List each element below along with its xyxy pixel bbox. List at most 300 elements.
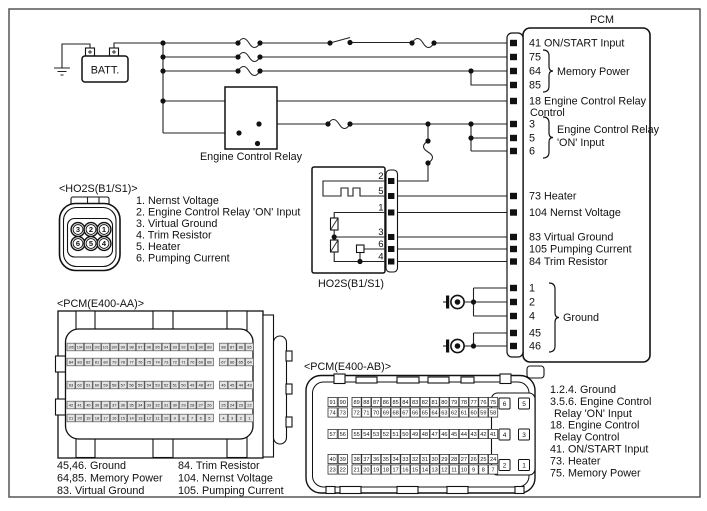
- pcm-pin-1: [510, 285, 517, 291]
- junction-dot: [257, 68, 262, 73]
- pcm-pin-3: [510, 121, 517, 127]
- ho2s-pin-1: [388, 210, 394, 216]
- connector-tab: [340, 487, 361, 494]
- aa-pin-number: 74: [155, 359, 160, 365]
- aa-pin-number: 100: [111, 345, 118, 350]
- ab-pin-number: 51: [392, 432, 399, 439]
- lever-tooth: [286, 384, 292, 394]
- aa-pin-number: 1: [248, 415, 251, 421]
- ho2s-pin-number: 5: [378, 186, 384, 197]
- ab-pin-number: 55: [353, 432, 360, 439]
- legend-line: 18. Engine Control: [550, 419, 640, 432]
- aa-pin-number: 68: [207, 359, 212, 365]
- aa-pin-number: 5: [208, 415, 211, 421]
- aa-pin-number: 40: [86, 402, 91, 408]
- face-pin-number: 2: [88, 225, 94, 235]
- switch-icon: [330, 38, 350, 44]
- aa-pin-number: 92: [181, 344, 186, 350]
- connector-tab: [356, 377, 377, 383]
- fuse-icon: [424, 141, 433, 163]
- aa-pin-number: 51: [172, 382, 178, 388]
- junction-dot: [327, 40, 332, 45]
- ab-pin-number: 84: [402, 400, 409, 407]
- junction-dot: [332, 234, 337, 239]
- aa-pin-number: 23: [238, 402, 244, 408]
- aa-pin-number: 33: [146, 402, 152, 408]
- battery: [82, 48, 128, 82]
- aa-pin-number: 22: [247, 402, 252, 408]
- ab-pin-number: 23: [329, 467, 336, 474]
- connector-tab: [447, 487, 468, 494]
- connector-tab: [397, 487, 418, 494]
- aa-pin-number: 53: [155, 382, 160, 388]
- connector-tab: [153, 311, 173, 330]
- face-pin-number: 3: [75, 225, 81, 235]
- aa-pin-number: 34: [137, 402, 143, 408]
- junction-dot: [325, 121, 330, 126]
- ground-bar: [446, 296, 449, 309]
- junction-dot: [347, 121, 352, 126]
- pcm-pin-label-73: 73 Heater: [529, 190, 577, 203]
- aa-pin-number: 44: [238, 382, 244, 388]
- face-pin-number: 6: [75, 239, 81, 249]
- aa-pin-number: 49: [189, 382, 195, 388]
- ab-pin-number: 80: [441, 400, 448, 407]
- ab-pin-number: 25: [480, 457, 487, 464]
- ab-pin-number: 32: [411, 457, 419, 464]
- pcm-pin-6: [510, 148, 517, 154]
- aa-pin-number: 76: [137, 359, 143, 365]
- connector-tab: [515, 487, 524, 494]
- aa-pin-number: 66: [229, 359, 235, 365]
- aa-pin-number: 93: [172, 344, 178, 350]
- aa-pin-number: 20: [77, 415, 82, 421]
- aa-pin-number: 35: [129, 402, 134, 408]
- legend-line: 1. Nernst Voltage: [136, 195, 219, 207]
- aa-pin-number: 80: [103, 359, 108, 365]
- lever-tooth: [286, 351, 292, 361]
- junction-dot: [257, 40, 262, 45]
- pcm-pin-73: [510, 193, 517, 199]
- aa-pin-number: 47: [207, 382, 212, 388]
- aa-pin-number: 30: [172, 402, 178, 408]
- legend-line: 2. Engine Control Relay 'ON' Input: [136, 206, 301, 219]
- aa-pin-number: 37: [112, 402, 117, 408]
- junction-dot: [425, 121, 430, 126]
- aa-pin-number: 103: [85, 345, 92, 350]
- aa-pin-number: 97: [137, 344, 143, 350]
- ab-pin-number: 91: [329, 400, 336, 407]
- pcm-pin-label-84: 84 Trim Resistor: [529, 256, 608, 269]
- aa-pin-number: 43: [247, 382, 252, 388]
- pcm-pin-label-83: 83 Virtual Ground: [529, 231, 614, 244]
- aa-pin-number: 26: [207, 402, 212, 408]
- legend-line: 41. ON/START Input: [550, 443, 649, 456]
- junction-dot: [235, 54, 240, 59]
- connector-tab: [461, 377, 474, 383]
- aa-pin-number: 63: [68, 382, 74, 388]
- aa-pin-number: 73: [163, 359, 169, 365]
- ab-pin-number: 60: [470, 410, 477, 417]
- pcm-pin-105: [510, 246, 517, 252]
- aa-pin-number: 18: [94, 415, 100, 421]
- aa-pin-number: 89: [207, 344, 212, 350]
- junction-dot: [255, 141, 260, 146]
- aa-pin-number: 86: [238, 344, 244, 350]
- aa-pin-number: 17: [103, 415, 108, 421]
- ab-pin-number: 64: [431, 410, 438, 417]
- aa-pin-number: 94: [163, 344, 169, 350]
- aa-pin-number: 46: [221, 382, 226, 388]
- face-pin-number: 4: [101, 239, 107, 249]
- ab-pin-number: 31: [421, 457, 428, 464]
- aa-pin-number: 71: [181, 359, 186, 365]
- ab-pin-number: 74: [329, 410, 336, 417]
- aa-pin-number: 6: [199, 415, 202, 421]
- ab-pin-number: 48: [421, 432, 428, 439]
- aa-pin-number: 85: [247, 344, 252, 350]
- connector-tab: [428, 377, 449, 383]
- ab-block-pin-number: 4: [502, 432, 507, 439]
- ab-pin-number: 20: [363, 467, 370, 474]
- legend-line: 64,85. Memory Power: [57, 472, 163, 485]
- connector-tab: [227, 438, 247, 458]
- aa-pin-number: 27: [198, 402, 203, 408]
- pcm-pin-label-4: 4: [529, 310, 536, 323]
- pcm-pin-label-2: 2: [529, 296, 536, 309]
- aa-pin-number: 9: [173, 415, 176, 421]
- ab-pin-number: 38: [353, 457, 360, 464]
- ab-pin-number: 47: [431, 432, 438, 439]
- ab-pin-number: 26: [470, 457, 477, 464]
- aa-pin-number: 87: [229, 344, 235, 350]
- legend-line: 45,46. Ground: [57, 460, 127, 472]
- face-pin-number: 5: [88, 239, 94, 249]
- ho2s-box-label: HO2S(B1/S1): [318, 278, 385, 290]
- ab-pin-number: 41: [489, 432, 497, 439]
- ab-pin-number: 30: [431, 457, 438, 464]
- ab-pin-number: 44: [460, 432, 467, 439]
- aa-pin-number: 13: [137, 415, 143, 421]
- aa-pin-number: 28: [189, 402, 195, 408]
- ab-pin-number: 52: [382, 432, 389, 439]
- earth-ground-icon: [54, 68, 70, 75]
- aa-pin-number: 72: [172, 359, 178, 365]
- aa-pin-number: 65: [238, 359, 244, 365]
- pcm-module: [507, 14, 660, 362]
- ab-pin-number: 83: [411, 400, 419, 407]
- aa-pin-number: 95: [155, 344, 160, 350]
- ab-pin-number: 37: [363, 457, 370, 464]
- pcm-pin-83: [510, 234, 517, 240]
- aa-pin-number: 24: [229, 402, 235, 408]
- pcm-pin-64: [510, 68, 517, 74]
- pcm-pin-label-6: 6: [529, 145, 536, 158]
- ab-pin-number: 19: [372, 467, 380, 474]
- fuse-icon: [238, 67, 260, 76]
- ab-pin-number: 85: [392, 400, 399, 407]
- ho2s-pin-number: 3: [378, 227, 384, 238]
- aa-pin-number: 79: [112, 359, 117, 365]
- aa-pin-number: 70: [189, 359, 195, 365]
- aa-pin-number: 10: [163, 415, 169, 421]
- fuse-icon: [238, 53, 260, 62]
- legend-line: 105. Pumping Current: [178, 485, 284, 497]
- pcm-pin-label-46: 46: [529, 340, 542, 353]
- ab-pin-number: 46: [441, 432, 448, 439]
- ab-pin-number: 68: [392, 410, 399, 417]
- legend-line: Relay 'ON' Input: [554, 407, 632, 420]
- ab-pin-number: 53: [372, 432, 380, 439]
- aa-pin-number: 8: [182, 415, 185, 421]
- pcm-pin-85: [510, 82, 517, 88]
- group-label: 'ON' Input: [557, 137, 605, 149]
- fuse-icon: [412, 39, 434, 48]
- aa-pin-number: 69: [198, 359, 203, 365]
- aa-pin-number: 62: [77, 382, 82, 388]
- ab-pin-number: 29: [441, 457, 448, 464]
- aa-pin-number: 78: [120, 359, 126, 365]
- ab-pin-number: 9: [472, 467, 476, 474]
- legend-line: 73. Heater: [550, 455, 601, 468]
- ab-pin-number: 71: [363, 410, 370, 417]
- aa-pin-number: 99: [120, 344, 126, 350]
- connector-bump: [56, 399, 66, 415]
- ho2s-pin-strip: [386, 170, 398, 272]
- junction-dot: [257, 54, 262, 59]
- aa-pin-number: 14: [129, 415, 134, 421]
- ab-pin-number: 65: [421, 410, 428, 417]
- pcm-pin-label-1: 1: [529, 282, 536, 295]
- junction-dot: [236, 130, 241, 135]
- ab-pin-number: 54: [363, 432, 370, 439]
- ab-pin-number: 73: [339, 410, 346, 417]
- ab-pin-number: 86: [382, 400, 389, 407]
- relay-box: [225, 87, 277, 149]
- aa-pin-number: 39: [94, 402, 100, 408]
- ab-pin-number: 88: [363, 400, 370, 407]
- junction-dot: [256, 121, 261, 126]
- ab-pin-number: 35: [382, 457, 389, 464]
- ab-block-pin-number: 5: [522, 401, 526, 408]
- ab-pin-number: 45: [450, 432, 458, 439]
- junction-dot: [357, 259, 362, 264]
- junction-dot: [235, 68, 240, 73]
- ab-pin-number: 33: [402, 457, 409, 464]
- aa-pin-number: 77: [129, 359, 134, 365]
- engine-control-relay: [200, 87, 303, 163]
- ab-pin-number: 81: [431, 400, 438, 407]
- connector-tab: [334, 374, 345, 384]
- ground-point: [443, 295, 464, 308]
- connector-tab: [527, 366, 544, 378]
- ab-pin-number: 22: [339, 467, 346, 474]
- pcm-pin-41: [510, 40, 517, 46]
- ab-pin-number: 28: [450, 457, 458, 464]
- ho2s-pin-number: 4: [378, 251, 384, 263]
- connector-tab: [397, 377, 419, 383]
- e400-aa-legend: [57, 460, 284, 497]
- ab-pin-number: 78: [460, 400, 467, 407]
- pcm-pin-label-105: 105 Pumping Current: [529, 243, 632, 256]
- e400-aa-title: <PCM(E400-AA)>: [57, 298, 145, 310]
- ab-pin-number: 14: [421, 467, 428, 474]
- aa-pin-number: 19: [86, 415, 91, 421]
- e400-ab-legend: [550, 384, 651, 479]
- relay-label: Engine Control Relay: [199, 151, 303, 163]
- e400-ab-title: <PCM(E400-AB)>: [304, 361, 392, 373]
- aa-pin-number: 54: [146, 382, 152, 388]
- ho2s-pin-number: 2: [378, 171, 384, 182]
- junction-dot: [160, 40, 165, 45]
- pcm-pin-label-75: 75: [529, 51, 542, 64]
- aa-pin-number: 84: [68, 359, 74, 365]
- ab-pin-number: 77: [470, 400, 477, 407]
- ground-point: [443, 339, 464, 352]
- legend-line: 6. Pumping Current: [136, 252, 230, 265]
- legend-line: 3. Virtual Ground: [136, 218, 218, 230]
- ab-pin-number: 87: [372, 400, 380, 407]
- ho2s-pin-5: [388, 193, 394, 199]
- connector-tab: [227, 311, 247, 330]
- ab-pin-number: 17: [392, 467, 399, 474]
- ab-pin-number: 42: [480, 432, 487, 439]
- connector-bump: [56, 356, 66, 372]
- aa-pin-number: 90: [198, 344, 203, 350]
- ab-pin-number: 24: [489, 457, 497, 464]
- ab-pin-number: 21: [353, 467, 360, 474]
- ab-pin-number: 66: [411, 410, 419, 417]
- aa-pin-number: 58: [112, 382, 117, 388]
- aa-pin-number: 64: [247, 359, 252, 365]
- aa-pin-number: 41: [77, 402, 82, 408]
- junction-dot: [468, 135, 473, 140]
- ab-block-pin-number: 1: [522, 462, 526, 470]
- junction-dot: [471, 343, 476, 348]
- pcm-pin-84: [510, 258, 517, 264]
- aa-pin-number: 61: [86, 382, 91, 388]
- ab-pin-number: 69: [382, 410, 389, 417]
- aa-pin-number: 88: [221, 344, 226, 350]
- pcm-pin-label-18: 18 Engine Control Relay: [529, 95, 647, 108]
- ground-bar: [446, 340, 449, 353]
- junction-dot: [425, 160, 430, 165]
- ho2s-connector-title: <HO2S(B1/S1)>: [59, 183, 138, 195]
- junction-dot: [431, 40, 436, 45]
- legend-line: Relay Control: [554, 431, 620, 444]
- aa-pin-number: 91: [189, 344, 195, 350]
- pcm-pin-label-104: 104 Nernst Voltage: [529, 207, 621, 220]
- ab-pin-number: 59: [480, 410, 487, 417]
- pump-cell-icon: [357, 245, 365, 253]
- ab-pin-number: 11: [451, 467, 458, 474]
- connector-tab: [326, 487, 335, 494]
- junction-dot: [471, 299, 476, 304]
- aa-pin-number: 56: [129, 382, 134, 388]
- junction-dot: [160, 98, 165, 103]
- aa-pin-number: 59: [103, 382, 108, 388]
- junction-dot: [235, 40, 240, 45]
- ab-pin-number: 50: [402, 432, 409, 439]
- ho2s-connector-face: [59, 183, 300, 271]
- aa-pin-number: 52: [163, 382, 169, 388]
- pcm-pin-2: [510, 299, 517, 305]
- pcm-pin-label-5: 5: [529, 132, 536, 145]
- connector-tab: [76, 438, 95, 458]
- aa-pin-number: 38: [103, 402, 108, 408]
- ho2s-pin-legend: [136, 195, 300, 265]
- legend-line: 83. Virtual Ground: [57, 485, 145, 497]
- pcm-pin-5: [510, 135, 517, 141]
- ab-block-pin-number: 3: [522, 432, 526, 439]
- legend-line: 75. Memory Power: [550, 467, 641, 480]
- junction-dot: [425, 138, 430, 143]
- ab-pin-number: 10: [460, 467, 467, 474]
- group-label: Memory Power: [557, 66, 630, 78]
- ab-pin-number: 8: [481, 467, 485, 474]
- legend-line: 84. Trim Resistor: [178, 460, 260, 472]
- aa-pin-number: 105: [68, 345, 74, 350]
- aa-pin-number: 67: [221, 359, 226, 365]
- group-label: Engine Control Relay: [557, 124, 660, 136]
- ab-pin-number: 58: [489, 410, 497, 417]
- ab-pin-number: 89: [353, 400, 360, 407]
- aa-pin-number: 21: [68, 415, 74, 421]
- ab-pin-number: 40: [329, 457, 336, 464]
- ab-pin-number: 56: [339, 432, 346, 439]
- aa-pin-number: 16: [112, 415, 117, 421]
- pcm-pin-18: [510, 98, 517, 104]
- aa-pin-number: 98: [129, 344, 134, 350]
- ab-pin-number: 49: [411, 432, 419, 439]
- ab-block-pin-number: 6: [502, 401, 507, 408]
- ab-pin-number: 67: [402, 410, 409, 417]
- legend-line: 1.2.4. Ground: [550, 384, 617, 396]
- ab-pin-number: 12: [441, 467, 448, 474]
- pcm-pin-75: [510, 54, 517, 60]
- aa-pin-number: 25: [221, 402, 226, 408]
- aa-pin-number: 11: [155, 415, 160, 421]
- aa-pin-number: 2: [239, 415, 242, 421]
- aa-pin-number: 96: [146, 344, 152, 350]
- aa-pin-number: 104: [76, 345, 83, 350]
- ab-pin-number: 43: [470, 432, 477, 439]
- pcm-pin-label-41: 41 ON/START Input: [529, 37, 625, 50]
- e400-aa-connector: [56, 298, 293, 497]
- ab-pin-number: 13: [431, 467, 438, 474]
- ab-pin-number: 72: [353, 410, 360, 417]
- aa-pin-number: 45: [229, 382, 235, 388]
- group-label: Ground: [563, 312, 600, 324]
- pcm-pin-label-85: 85: [529, 79, 542, 92]
- ho2s-pin-6: [388, 246, 394, 252]
- aa-pin-number: 82: [86, 359, 91, 365]
- ho2s-pin-2: [388, 178, 394, 184]
- junction-dot: [468, 121, 473, 126]
- ab-pin-number: 36: [372, 457, 380, 464]
- aa-pin-number: 32: [155, 402, 160, 408]
- aa-pin-number: 29: [181, 402, 186, 408]
- ab-pin-number: 16: [402, 467, 409, 474]
- connector-tab: [76, 311, 95, 330]
- ab-pin-number: 75: [489, 400, 497, 407]
- aa-pin-number: 7: [190, 415, 194, 421]
- pcm-pin-46: [510, 343, 517, 349]
- aa-pin-number: 55: [137, 382, 143, 388]
- ab-pin-number: 76: [480, 400, 487, 407]
- pcm-pin-label-18: Control: [530, 107, 565, 119]
- ho2s-sensor-box: [312, 167, 398, 290]
